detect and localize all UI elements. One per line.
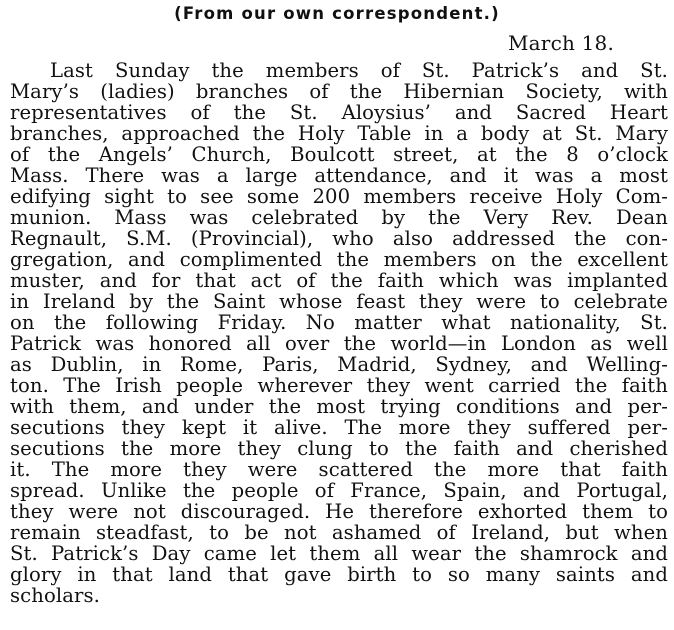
article-line: gregation, and complimented the members on the excellent [10,248,668,271]
article-line: branches, approached the Holy Table in a body at St. Mary [10,122,668,145]
article-line: representatives of the St. Aloysius’ and Sacred Heart [10,101,668,124]
article-line: Regnault, S.M. (Provincial), who also addressed the con- [10,227,668,250]
article-line: munion. Mass was celebrated by the Very Rev. Dean [10,206,668,229]
article-line: edifying sight to see some 200 members receive Holy Com- [10,185,668,208]
article-line: secutions the more they clung to the faith and cherished [10,437,668,460]
article-line: it. The more they were scattered the more that faith [10,458,668,481]
article-line-last: scholars. [10,584,100,607]
article-line: of the Angels’ Church, Boulcott street, at the 8 o’clock [10,143,668,166]
article-line: Mass. There was a large attendance, and it was a most [10,164,668,187]
article-line: on the following Friday. No matter what nationality, St. [10,311,668,334]
dateline: March 18. [508,31,615,55]
article-line: as Dublin, in Rome, Paris, Madrid, Sydney, and Welling- [10,353,668,376]
article-line: in Ireland by the Saint whose feast they were to celebrate [10,290,668,313]
article-line: secutions they kept it alive. The more they suffered per- [10,416,668,439]
article-line: muster, and for that act of the faith which was implanted [10,269,668,292]
byline: (From our own correspondent.) [174,4,500,23]
article-line: Mary’s (ladies) branches of the Hibernian Society, with [10,80,668,103]
article-line: spread. Unlike the people of France, Spain, and Portugal, [10,479,668,502]
article-line: with them, and under the most trying conditions and per- [10,395,668,418]
article-line: Patrick was honored all over the world—in London as well [10,332,668,355]
article-line: they were not discouraged. He therefore exhorted them to [10,500,668,523]
article-line: remain steadfast, to be not ashamed of Ireland, but when [10,521,668,544]
article-line: glory in that land that gave birth to so many saints and [10,563,668,586]
article-line: ton. The Irish people wherever they went carried the faith [10,374,668,397]
article-line: Last Sunday the members of St. Patrick’s and St. [50,59,668,82]
article-line: St. Patrick’s Day came let them all wear the shamrock and [10,542,668,565]
